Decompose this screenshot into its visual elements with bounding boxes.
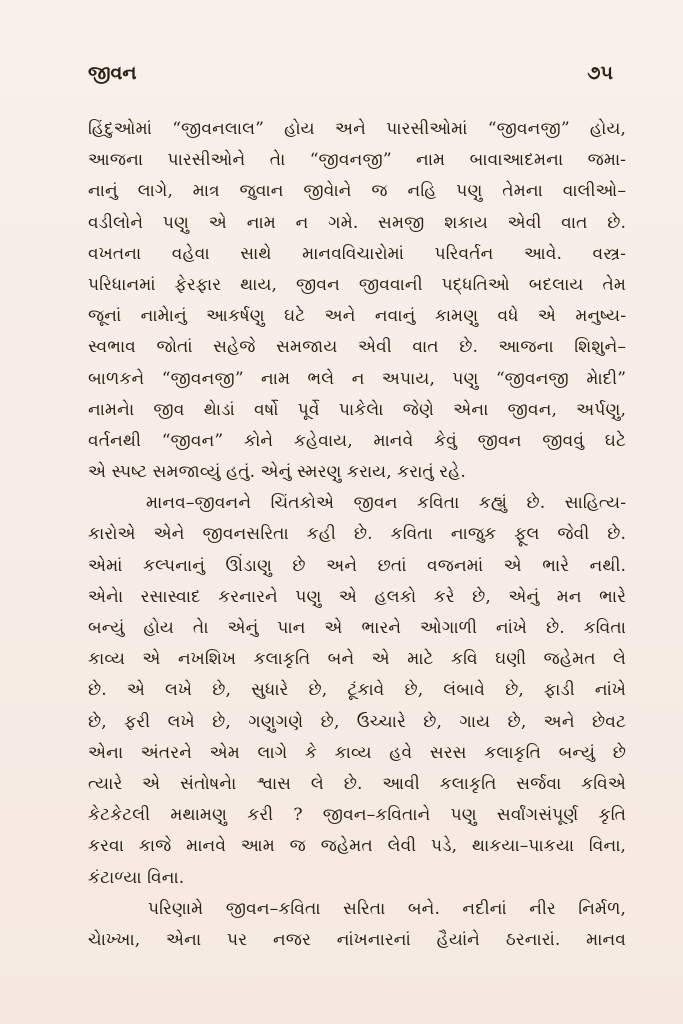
text-line: કારોએ એને જીવનસરિતા કહી છે. કવિતા નાજુક ફૂલ જેવી છે.	[88, 524, 626, 545]
text-line: આજના પારસીઓને તેા “જીવનજી” નામ બાવાઆદમના જમા-	[88, 150, 626, 171]
page-header	[88, 62, 613, 90]
text-line: વર્તનથી “જીવન” કોને કહેવાય, માનવે કેવું જીવન જીવવું ઘટે	[88, 430, 626, 451]
text-line: કંટાળ્યા વિના.	[88, 867, 185, 888]
text-line: કરવા કાજે માનવે આમ જ જહેમત લેવી પડે, થાકયા–પાકયા વિના,	[88, 836, 626, 857]
running-title: જીવન	[88, 62, 137, 84]
text-line: કાવ્ય એ નખશિખ કલાકૃતિ બને એ માટે કવિ ઘણી જહેમત લે	[88, 649, 626, 670]
text-line: ચેાખ્ખા, એના પર નજર નાંખનારનાં હૈયાંને ઠરનારાં. માનવ	[88, 929, 626, 950]
text-line: એના અંતરને એમ લાગે કે કાવ્ય હવે સરસ કલાકૃતિ બન્યું છે	[88, 742, 626, 763]
text-line: એ સ્પષ્ટ સમજાવ્યું હતું. એનું સ્મરણુ કરાય, કરાતું રહે.	[88, 462, 466, 483]
paragraph-start: માનવ–જીવનને ચિંતકોએ જીવન કવિતા કહ્યું છે. સાહિત્ય-	[146, 493, 626, 514]
text-line: નામનેા જીવ થેાડાં વર્ષો પૂર્વે પાકેલેા જેણે એના જીવન, અર્પણુ,	[88, 399, 626, 420]
text-line: છે, ફરી લખે છે, ગણુગણે છે, ઉચ્ચારે છે, ગાય છે, અને છેવટ	[88, 711, 626, 732]
text-line: છે. એ લખે છે, સુધારે છે, ટૂંકાવે છે, લંબાવે છે, ફાડી નાંખે	[88, 680, 626, 701]
text-line: જૂનાં નામેાનું આકર્ષણુ ઘટે અને નવાનું કામણુ વધે એ મનુષ્ય-	[88, 306, 626, 327]
text-line: એનેા રસાસ્વાદ કરનારને પણુ એ હલકો કરે છે, એનું મન ભારે	[88, 586, 626, 607]
text-line: વખતના વહેવા સાથે માનવવિચારોમાં પરિવર્તન આવે. વસ્ત્ર-	[88, 243, 626, 264]
paragraph-start: પરિણામે જીવન–કવિતા સરિતા બને. નદીનાં નીર નિર્મળ,	[148, 898, 626, 919]
text-line: હિંદુઓમાં “જીવનલાલ” હોય અને પારસીઓમાં “જીવનજી” હોય,	[88, 119, 626, 139]
text-line: સ્વભાવ જોતાં સહેજે સમજાય એવી વાત છે. આજના શિશુને–	[88, 337, 626, 358]
page-number: ૭૫	[587, 62, 613, 84]
text-line: બાળકને “જીવનજી” નામ ભલે ન અપાય, પણુ “જીવનજી મેાદી”	[88, 368, 626, 389]
text-line: બન્યું હોય તેા એનું પાન એ ભારને ઓગાળી નાંખે છે. કવિતા	[88, 618, 626, 638]
text-line: નાનું લાગે, માત્ર જુવાન જીવેાને જ નહિ પણુ તેમના વાલીઓ–	[88, 181, 626, 202]
text-line: ત્યારે એ સંતોષનેા શ્વાસ લે છે. આવી કલાકૃતિ સર્જવા કવિએ	[88, 773, 626, 794]
text-line: વડીલોને પણુ એ નામ ન ગમે. સમજી શકાય એવી વાત છે.	[88, 212, 626, 233]
body-text	[88, 114, 626, 956]
text-line: પરિધાનમાં ફેરફાર થાય, જીવન જીવવાની પદ્ધતિઓ બદલાય તેમ	[88, 274, 626, 295]
text-line: કેટકેટલી મથામણુ કરી ? જીવન–કવિતાને પણુ સર્વાંગસંપૂર્ણ કૃતિ	[88, 805, 626, 826]
text-line: એમાં કલ્પનાનું ઊંડાણુ છે અને છતાં વજનમાં એ ભારે નથી.	[88, 555, 626, 576]
